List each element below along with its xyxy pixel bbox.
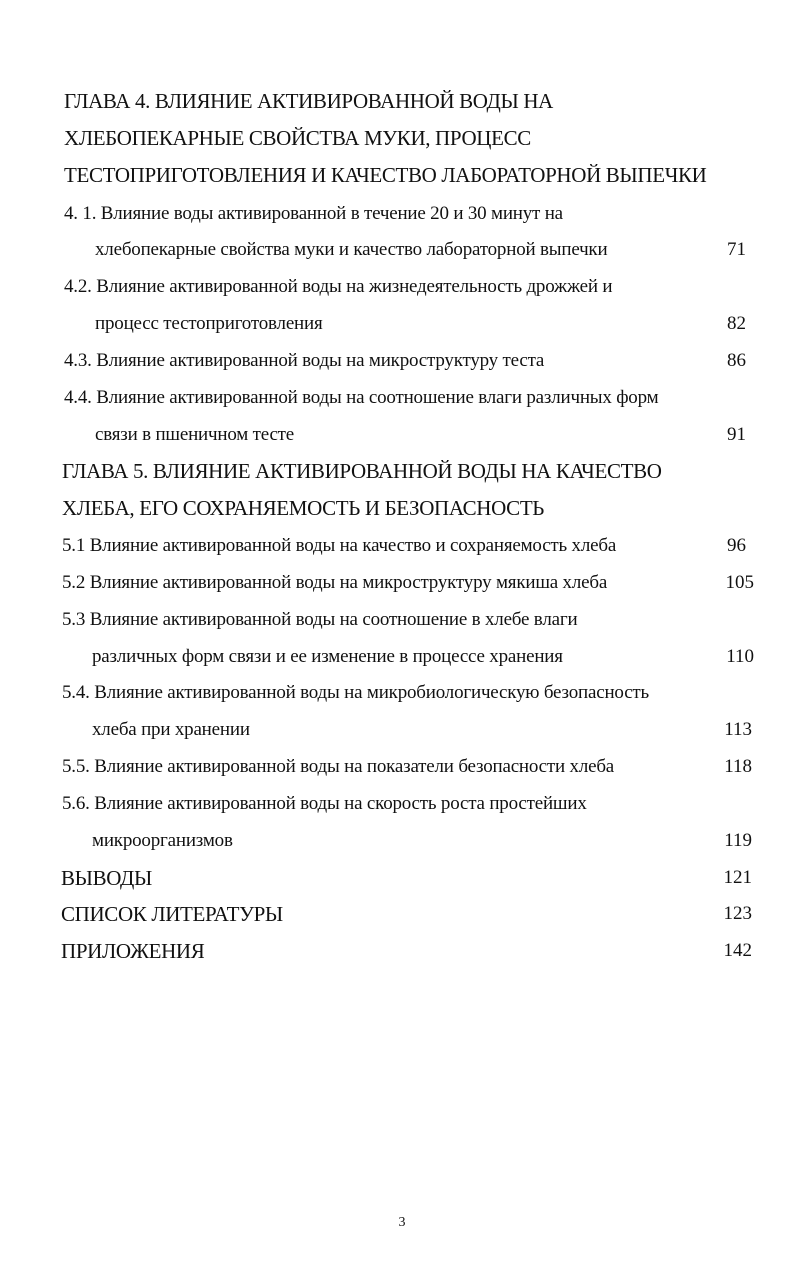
section-5-5-page: 118 — [724, 756, 752, 777]
section-4-2-line-1: 4.2. Влияние активированной воды на жизнедеятельность дрожжей и — [64, 276, 613, 297]
section-5-4-page: 113 — [724, 719, 752, 740]
section-5-6-line-1: 5.6. Влияние активированной воды на скорость роста простейших — [62, 793, 587, 814]
section-4-4-page: 91 — [727, 424, 746, 445]
section-4-4-line-2: связи в пшеничном тесте — [95, 424, 295, 445]
section-4-3-page: 86 — [727, 350, 746, 371]
conclusions-page: 121 — [723, 867, 752, 888]
section-5-2-line-1: 5.2 Влияние активированной воды на микроструктуру мякиша хлеба — [62, 572, 608, 593]
section-5-4-line-2: хлеба при хранении — [92, 719, 250, 740]
section-5-6-line-2: микроорганизмов — [92, 830, 233, 851]
chapter-4-title-line-1: ГЛАВА 4. ВЛИЯНИЕ АКТИВИРОВАННОЙ ВОДЫ НА — [64, 89, 553, 113]
section-5-3-line-1: 5.3 Влияние активированной воды на соотношение в хлебе влаги — [62, 609, 578, 630]
references-page: 123 — [723, 903, 752, 924]
section-5-2-page: 105 — [725, 572, 754, 593]
section-5-1-line-1: 5.1 Влияние активированной воды на качество и сохраняемость хлеба — [62, 535, 617, 556]
section-4-4-line-1: 4.4. Влияние активированной воды на соотношение влаги различных форм — [64, 387, 659, 408]
section-5-5-line-1: 5.5. Влияние активированной воды на показатели безопасности хлеба — [62, 756, 615, 777]
chapter-4-title-line-3: ТЕСТОПРИГОТОВЛЕНИЯ И КАЧЕСТВО ЛАБОРАТОРНОЙ ВЫПЕЧКИ — [64, 163, 707, 187]
section-5-3-page: 110 — [726, 646, 754, 667]
references-title: СПИСОК ЛИТЕРАТУРЫ — [61, 902, 283, 926]
section-4-3-line-1: 4.3. Влияние активированной воды на микроструктуру теста — [64, 350, 545, 371]
section-5-6-page: 119 — [724, 830, 752, 851]
section-4-1-line-2: хлебопекарные свойства муки и качество лабораторной выпечки — [95, 239, 608, 260]
appendices-title: ПРИЛОЖЕНИЯ — [61, 939, 205, 963]
chapter-5-title-line-1: ГЛАВА 5. ВЛИЯНИЕ АКТИВИРОВАННОЙ ВОДЫ НА КАЧЕСТВО — [62, 459, 662, 483]
section-4-2-line-2: процесс тестоприготовления — [95, 313, 323, 334]
section-5-4-line-1: 5.4. Влияние активированной воды на микробиологическую безопасность — [62, 682, 649, 703]
section-4-1-line-1: 4. 1. Влияние воды активированной в течение 20 и 30 минут на — [64, 203, 563, 224]
section-5-3-line-2: различных форм связи и ее изменение в процессе хранения — [92, 646, 563, 667]
section-4-2-page: 82 — [727, 313, 746, 334]
section-4-1-page: 71 — [727, 239, 746, 260]
section-5-1-page: 96 — [727, 535, 746, 556]
page-number: 3 — [398, 1215, 406, 1230]
chapter-5-title-line-2: ХЛЕБА, ЕГО СОХРАНЯЕМОСТЬ И БЕЗОПАСНОСТЬ — [62, 496, 545, 520]
chapter-4-title-line-2: ХЛЕБОПЕКАРНЫЕ СВОЙСТВА МУКИ, ПРОЦЕСС — [64, 126, 531, 150]
conclusions-title: ВЫВОДЫ — [61, 866, 152, 890]
appendices-page: 142 — [723, 940, 752, 961]
